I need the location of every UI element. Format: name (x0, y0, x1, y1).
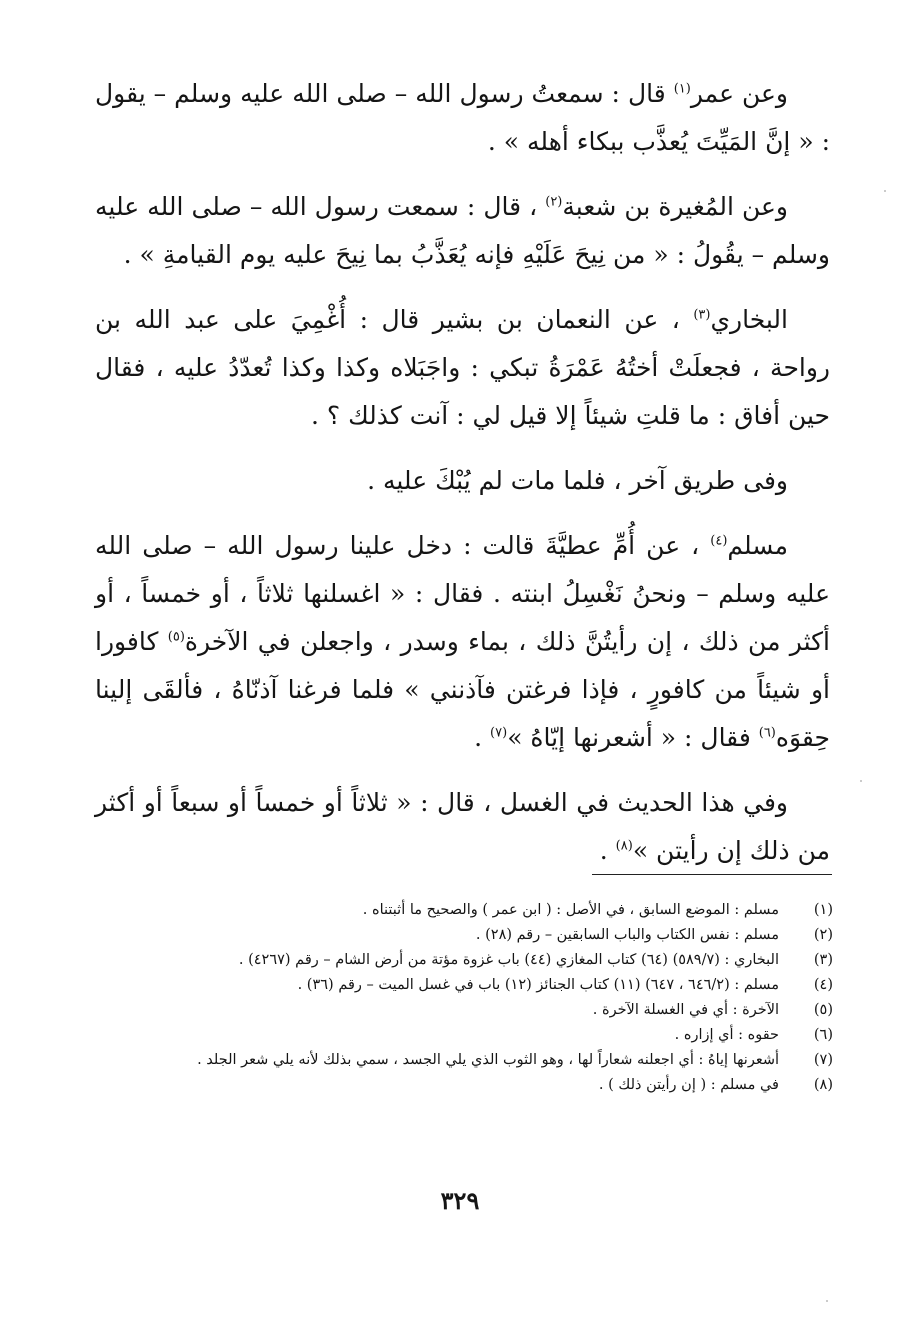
footnote-8 (95, 1073, 833, 1098)
paragraph-text: كافورا أو شيئاً من كافورٍ ، فإذا فرغتن فآذنني » فلما فرغنا آذنّاهُ ، فألقَى إلينا حِقوَه (95, 627, 830, 752)
paragraph-text: . (599, 836, 616, 865)
paragraph-text: . (474, 723, 491, 752)
footnote-ref: (٤) (710, 533, 728, 549)
paragraph-text: قال : سمعتُ رسول الله – صلى الله عليه وسلم – يقول : « إنَّ المَيِّتَ يُعذَّب ببكاء أهله » . (95, 79, 830, 156)
footnote-text: في مسلم : ( إن رأيتن ذلك ) . (598, 1077, 779, 1093)
scan-speck (860, 780, 862, 782)
footnote-text: مسلم : (٦٤٦/٢ ، ٦٤٧) (١١) كتاب الجنائز (١٢) باب في غسل الميت – رقم (٣٦) . (297, 977, 779, 993)
footnote-3 (95, 948, 833, 973)
footnote-text: البخاري : (٥٨٩/٧) (٦٤) كتاب المغازي (٤٤) باب غزوة مؤتة من أرض الشام – رقم (٤٢٦٧) . (238, 952, 779, 968)
page-number: ٣٢٩ (440, 1186, 480, 1215)
footnote-text: مسلم : الموضع السابق ، في الأصل : ( ابن عمر ) والصحيح ما أثبتناه . (362, 902, 779, 918)
paragraph-text: وفى طريق آخر ، فلما مات لم يُبْكَ عليه . (367, 466, 788, 495)
hadith-paragraph-6 (95, 779, 830, 875)
hadith-paragraph-3 (95, 296, 830, 440)
footnote-4 (95, 973, 833, 998)
footnote-ref: (٢) (545, 194, 563, 210)
main-text-block (95, 70, 830, 892)
footnote-5 (95, 998, 833, 1023)
hadith-paragraph-2 (95, 183, 830, 279)
footnote-ref: (٦) (758, 725, 776, 741)
paragraph-text: فقال : « أشعرنها إيّاهُ » (507, 723, 759, 752)
hadith-paragraph-4 (95, 457, 830, 505)
footnote-text: مسلم : نفس الكتاب والباب السابقين – رقم (٢٨) . (475, 927, 779, 943)
footnote-7 (95, 1048, 833, 1073)
footnote-ref: (٥) (167, 629, 185, 645)
footnote-separator (592, 874, 832, 875)
scan-speck (826, 1300, 828, 1302)
paragraph-text: وعن المُغيرة بن شعبة (562, 192, 788, 221)
hadith-paragraph-5 (95, 522, 830, 762)
paragraph-text: ، قال : سمعت رسول الله – صلى الله عليه وسلم – يقُولُ : « من نِيحَ عَلَيْهِ فإنه يُعَذَّبُ بما نِيحَ عليه يوم القيامةِ » . (95, 192, 830, 269)
footnote-text: حقوه : أي إزاره . (674, 1027, 779, 1043)
paragraph-text: ، عن النعمان بن بشير قال : أُغْمِيَ على عبد الله بن رواحة ، فجعلَتْ أختُهُ عَمْرَةُ تبكي : واجَبَلاه وكذا وكذا تُعدّدُ عليه ، فقال حين أفاق : ما قلتِ شيئاً إلا قيل لي : آنت كذلك ؟ . (95, 305, 830, 430)
footnote-number: (٧) (813, 1052, 833, 1068)
footnote-ref: (٨) (615, 838, 633, 854)
paragraph-text: وفي هذا الحديث في الغسل ، قال : « ثلاثاً أو خمساً أو سبعاً أو أكثر من ذلك إن رأيتن » (95, 788, 830, 865)
footnote-number: (٣) (813, 952, 833, 968)
footnote-1 (95, 898, 833, 923)
footnote-number: (٢) (813, 927, 833, 943)
footnote-6 (95, 1023, 833, 1048)
footnote-number: (٤) (813, 977, 833, 993)
footnote-ref: (٧) (490, 725, 508, 741)
footnote-number: (٥) (813, 1002, 833, 1018)
hadith-paragraph-1 (95, 70, 830, 166)
paragraph-text: وعن عمر (690, 79, 788, 108)
scan-speck (884, 190, 886, 192)
footnote-text: أشعرنها إياهُ : أي اجعلنه شعاراً لها ، وهو الثوب الذي يلي الجسد ، سمي بذلك لأنه يلي شعر الجلد . (197, 1052, 779, 1068)
footnote-number: (٦) (813, 1027, 833, 1043)
footnote-ref: (١) (673, 81, 691, 97)
footnote-2 (95, 923, 833, 948)
paragraph-text: مسلم (727, 531, 788, 560)
footnote-number: (١) (813, 902, 833, 918)
footnote-ref: (٣) (693, 307, 711, 323)
paragraph-text: البخاري (710, 305, 788, 334)
footnotes-section (95, 898, 833, 1098)
footnote-number: (٨) (813, 1077, 833, 1093)
paragraph-text: ، عن أُمِّ عطيَّةَ قالت : دخل علينا رسول الله – صلى الله عليه وسلم – ونحنُ نَغْسِلُ ابنته . فقال : « اغسلنها ثلاثاً ، أو خمساً ، أو أكثر من ذلك ، إن رأيتُنَّ ذلك ، بماء وسدر ، واجعلن في الآخرة (95, 531, 830, 656)
footnote-text: الآخرة : أي في الغسلة الآخرة . (592, 1002, 779, 1018)
